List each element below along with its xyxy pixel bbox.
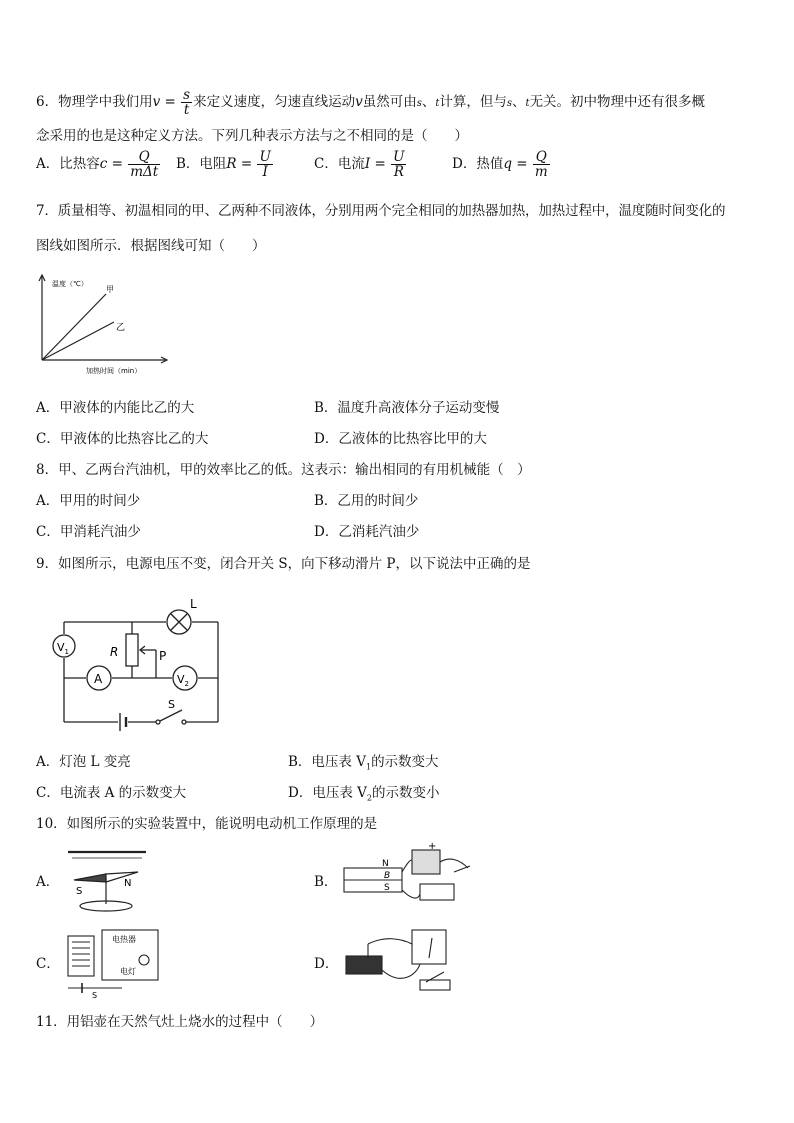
formula-fraction xyxy=(533,150,550,179)
frac-num: s xyxy=(183,87,191,103)
q6-var-v: v xyxy=(152,94,161,111)
frac-den: I xyxy=(262,164,268,181)
q10-option-a: A． xyxy=(36,874,60,890)
q7-option-b: B．温度升高液体分子运动变慢 xyxy=(314,400,500,416)
q6-line2: 念采用的也是这种定义方法。下列几种表示方法与之不相同的是（ ） xyxy=(36,128,468,144)
q10-figure-b-apparatus xyxy=(338,842,478,910)
q10-figure-d-induction xyxy=(340,924,470,998)
option-text: B．电压表 V xyxy=(288,754,366,770)
q10-option-c: C． xyxy=(36,956,60,972)
q6-eq: = xyxy=(160,94,181,111)
wire xyxy=(402,860,412,872)
frac-num: Q xyxy=(128,150,160,165)
q6-line1 xyxy=(36,88,705,117)
q6-var-t: t xyxy=(525,98,530,110)
fig-b-plus: + xyxy=(428,842,437,852)
q10-option-b: B． xyxy=(314,874,338,890)
galvanometer xyxy=(412,930,446,964)
q6-text: 计算，但与 xyxy=(439,94,507,111)
fig-c-heater: 电热器 xyxy=(112,935,136,944)
q9-option-a: A．灯泡 L 变亮 xyxy=(36,754,131,770)
y-axis-label: 温度（℃） xyxy=(52,280,88,288)
galvanometer-needle xyxy=(429,938,432,958)
q9-line1: 9．如图所示，电源电压不变，闭合开关 S，向下移动滑片 P，以下说法中正确的是 xyxy=(36,556,531,572)
q10-figure-c-relay xyxy=(62,926,162,1000)
fig-a-n: N xyxy=(124,878,132,889)
q10-line1: 10．如图所示的实验装置中，能说明电动机工作原理的是 xyxy=(36,816,378,832)
switch-icon xyxy=(156,710,186,724)
frac-den: mΔt xyxy=(130,164,159,181)
q9-option-b xyxy=(288,750,439,772)
q10-figure-a-compass xyxy=(62,846,152,916)
lamp-icon xyxy=(139,955,149,965)
slider-arrow-icon xyxy=(140,646,156,654)
lamp-icon xyxy=(167,610,191,634)
q7-temperature-graph xyxy=(34,272,174,380)
q7-option-c: C．甲液体的比热容比乙的大 xyxy=(36,431,209,447)
option-label: D．热值 xyxy=(452,156,504,173)
fig-c-lamp: 电灯 xyxy=(120,967,136,976)
wire xyxy=(382,964,420,978)
lamp-label: L xyxy=(190,597,197,611)
fig-a-s: S xyxy=(76,886,83,897)
option-label: A．比热容 xyxy=(36,156,100,173)
rheostat-label: R xyxy=(110,645,119,659)
q11-line1: 11．用铝壶在天然气灶上烧水的过程中（ ） xyxy=(36,1014,324,1030)
q6-text: 6．物理学中我们用 xyxy=(36,94,153,111)
q8-option-c: C．甲消耗汽油少 xyxy=(36,524,141,540)
x-axis-label: 加热时间（min） xyxy=(86,367,142,375)
q6-option-d xyxy=(452,150,551,179)
q6-text: 无关。初中物理中还有很多概 xyxy=(529,94,706,111)
q6-text: 来定义速度，匀速直线运动 xyxy=(193,94,356,111)
formula-fraction xyxy=(128,150,160,179)
magnet xyxy=(346,956,382,974)
q6-var-s: s xyxy=(506,98,513,110)
series-yi-label: 乙 xyxy=(116,323,126,333)
voltmeter-2-label: $V_2$ xyxy=(177,673,189,688)
option-label: B．电阻 xyxy=(176,156,227,173)
q6-var-v: v xyxy=(355,94,363,111)
q6-option-a xyxy=(36,150,161,179)
series-yi-line xyxy=(42,322,114,360)
q9-option-d xyxy=(288,781,439,803)
formula-fraction xyxy=(257,150,272,179)
q10-option-d: D． xyxy=(314,956,339,972)
frac-den: t xyxy=(183,102,190,119)
q8-option-a: A．甲用的时间少 xyxy=(36,493,141,509)
switch-base xyxy=(420,980,450,990)
formula-lhs: R = xyxy=(226,156,257,173)
fig-c-s: S xyxy=(92,991,98,1000)
fig-b-b: B xyxy=(384,871,391,881)
formula-fraction xyxy=(391,150,406,179)
formula-lhs: c = xyxy=(99,156,128,173)
formula-lhs: q = xyxy=(503,156,532,173)
rheostat-icon xyxy=(126,634,138,666)
q6-text: 虽然可由 xyxy=(362,94,417,111)
fig-b-s: S xyxy=(384,883,390,893)
wire xyxy=(440,859,468,868)
option-sub: 2 xyxy=(366,793,372,803)
needle-n xyxy=(106,872,138,882)
battery-box xyxy=(412,850,440,874)
slider-label: P xyxy=(159,649,167,663)
q7-option-d: D．乙液体的比热容比甲的大 xyxy=(314,431,487,447)
battery-icon xyxy=(120,713,126,731)
option-sub: 1 xyxy=(365,762,372,772)
q6-var-t: t xyxy=(435,98,440,110)
option-text: 的示数变大 xyxy=(371,754,439,770)
option-text: 的示数变小 xyxy=(371,785,440,801)
q9-option-c: C．电流表 A 的示数变大 xyxy=(36,785,187,801)
q6-fraction xyxy=(181,88,192,117)
fig-b-n: N xyxy=(382,859,389,869)
q8-option-d: D．乙消耗汽油少 xyxy=(314,524,420,540)
q9-circuit-diagram xyxy=(44,594,230,732)
q7-line1: 7．质量相等、初温相同的甲、乙两种不同液体，分别用两个完全相同的加热器加热，加热过程中，温度随时间变化的 xyxy=(36,203,726,219)
q6-option-c xyxy=(314,150,407,179)
q6-sep: 、 xyxy=(512,94,526,111)
q6-var-s: s xyxy=(416,98,422,110)
q6-option-b xyxy=(176,150,274,179)
meter xyxy=(420,884,454,900)
voltmeter-1-label: $V_1$ xyxy=(57,641,69,656)
frac-num: U xyxy=(259,149,271,165)
frac-den: m xyxy=(534,164,548,181)
option-label: C．电流 xyxy=(314,156,365,173)
frac-num: Q xyxy=(533,150,550,165)
switch xyxy=(454,866,470,872)
q8-option-b: B．乙用的时间少 xyxy=(314,493,419,509)
switch-label: S xyxy=(168,698,175,711)
wire xyxy=(402,890,420,898)
series-jia-line xyxy=(42,294,106,360)
ammeter-label: A xyxy=(94,672,103,686)
q6-sep: 、 xyxy=(421,94,436,111)
series-jia-label: 甲 xyxy=(106,285,114,294)
q7-option-a: A．甲液体的内能比乙的大 xyxy=(36,400,195,416)
q8-line1: 8．甲、乙两台汽油机，甲的效率比乙的低。这表示：输出相同的有用机械能（ ） xyxy=(36,462,531,478)
frac-num: U xyxy=(393,149,405,165)
frac-den: R xyxy=(393,164,404,181)
q7-line2: 图线如图所示．根据图线可知（ ） xyxy=(36,238,266,254)
needle-s xyxy=(74,874,106,882)
wire xyxy=(368,939,412,944)
formula-lhs: I = xyxy=(364,156,391,173)
option-text: D．电压表 V xyxy=(288,785,367,801)
